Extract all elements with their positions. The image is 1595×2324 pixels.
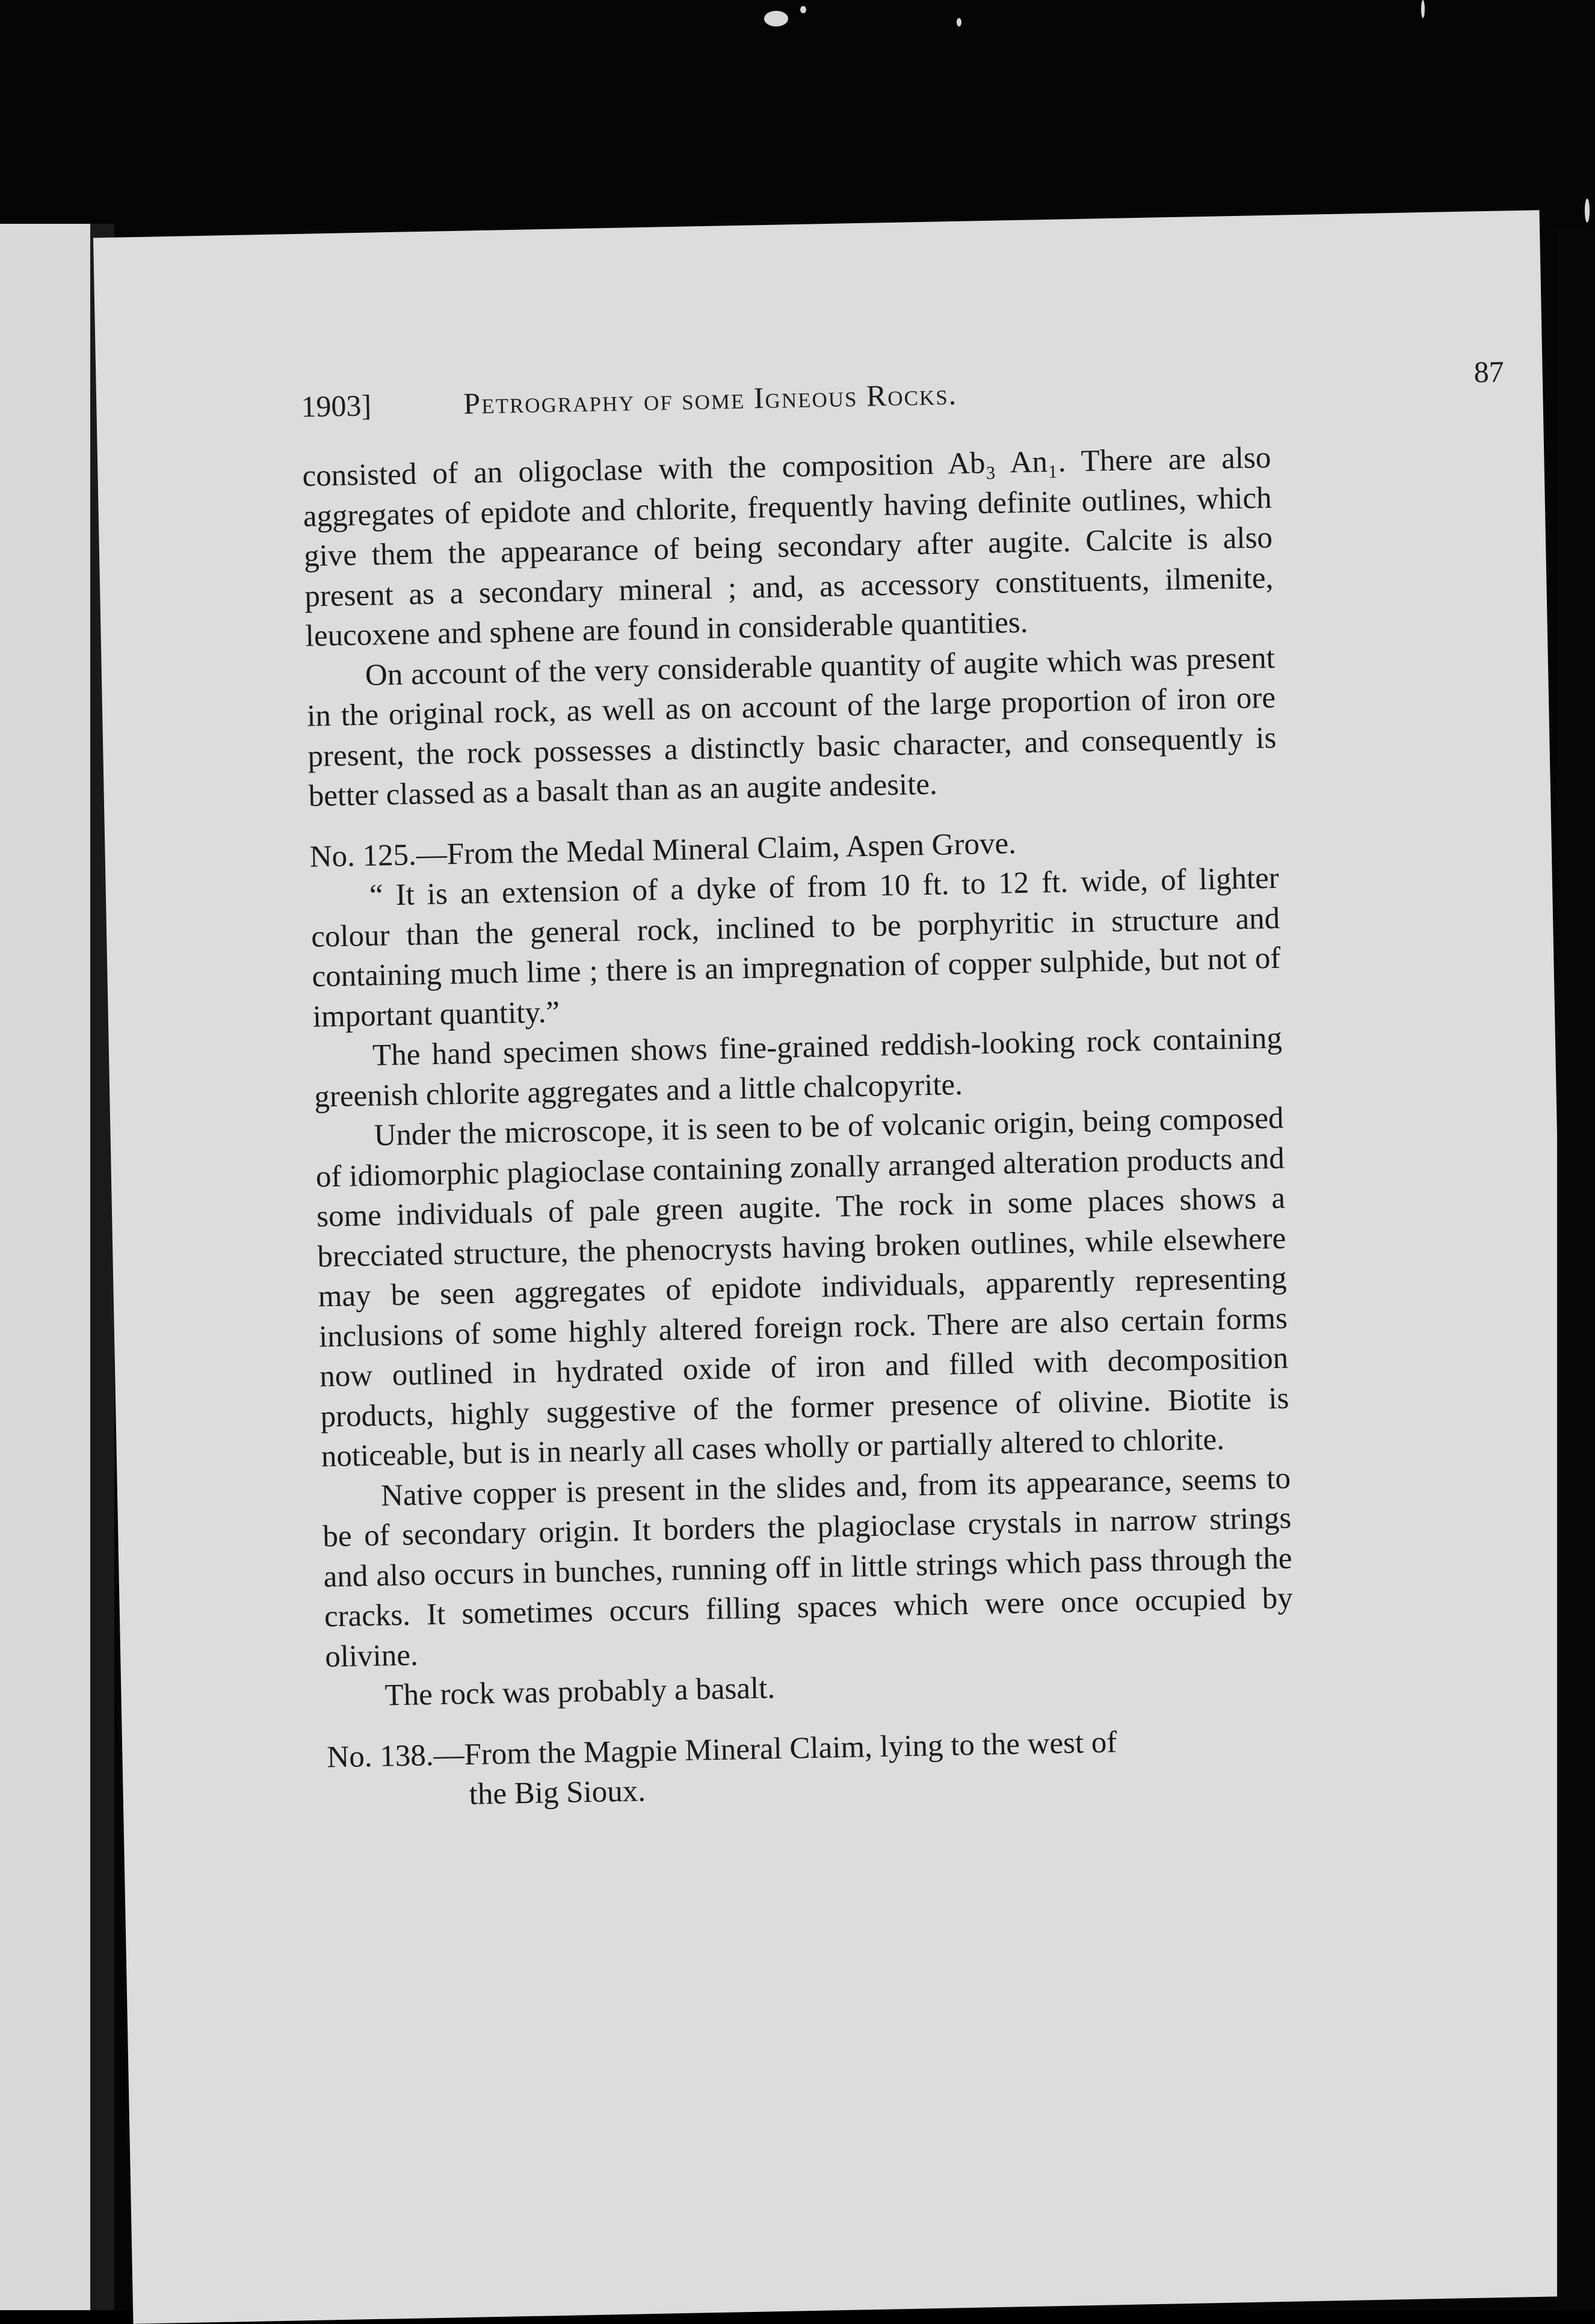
dust-speck [764,11,788,26]
running-head [300,354,1505,424]
dust-speck [1585,199,1590,223]
dust-speck [800,6,806,13]
header-year: 1903] [300,388,372,424]
right-scan-margin [1557,229,1595,2310]
paragraph: The hand specimen shows fine-grained reddish-looking rock containing greenish chlorite aggregates and a little chalcopyrite. [313,1021,1283,1114]
specimen-heading: No. 138.—From the Magpie Mineral Claim, lying to the west of [326,1725,1117,1774]
paragraph: consisted of an oligoclase with the composition Ab₃ An₁. There are also aggregates of epidote and chlorite, frequently having definite outlines, which give them the appearance of being secondary after augite. Calcite is also present as a secondary mineral ; and, as accessory constituents, ilmenite, leucoxene and sphene are found in considerable quantities. [302,440,1274,653]
body-text [302,438,1297,1817]
header-title: Petrography of some Igneous Rocks. [463,377,958,421]
page-number: 87 [1473,354,1505,389]
dust-speck [957,18,961,26]
paragraph: The rock was probably a basalt. [384,1671,776,1713]
dust-speck [1421,0,1425,18]
adjacent-page-edge [0,224,96,2310]
paragraph: On account of the very considerable quantity of augite which was present in the original rock, as well as on account of the large proportion of iron ore present, the rock possesses a distinctly basic character, and consequently is better classed as a basalt than as an augite andesite. [306,641,1277,813]
specimen-heading: No. 125.—From the Medal Mineral Claim, Aspen Grove. [309,826,1017,874]
paragraph: Under the microscope, it is seen to be of volcanic origin, being composed of idiomorphic plagioclase containing zonally arranged alteration products and some individuals of pale green augite. The rock in some places shows a brecciated structure, the phenocrysts having broken outlines, while elsewhere may be seen aggregates of epidote individuals, apparently representing inclusions of some highly altered foreign rock. There are also certain forms now outlined in hydrated oxide of iron and filled with decomposition products, highly suggestive of the former presence of olivine. Biotite is noticeable, but is in nearly all cases wholly or partially altered to chlorite. [315,1101,1289,1474]
book-page [93,210,1579,2324]
quoted-paragraph: “ It is an extension of a dyke of from 10 ft. to 12 ft. wide, of lighter colour than the general rock, inclined to be porphyritic in structure and containing much lime ; there is an impregnation of copper sulphide, but not of important quantity.” [310,861,1281,1034]
paragraph: Native copper is present in the slides and, from its appearance, seems to be of secondary origin. It borders the plagioclase crystals in narrow strings and also occurs in bunches, running off in little strings which pass through the cracks. It sometimes occurs filling spaces which were once occupied by olivine. [322,1461,1294,1674]
specimen-heading-continued: the Big Sioux. [469,1774,646,1811]
